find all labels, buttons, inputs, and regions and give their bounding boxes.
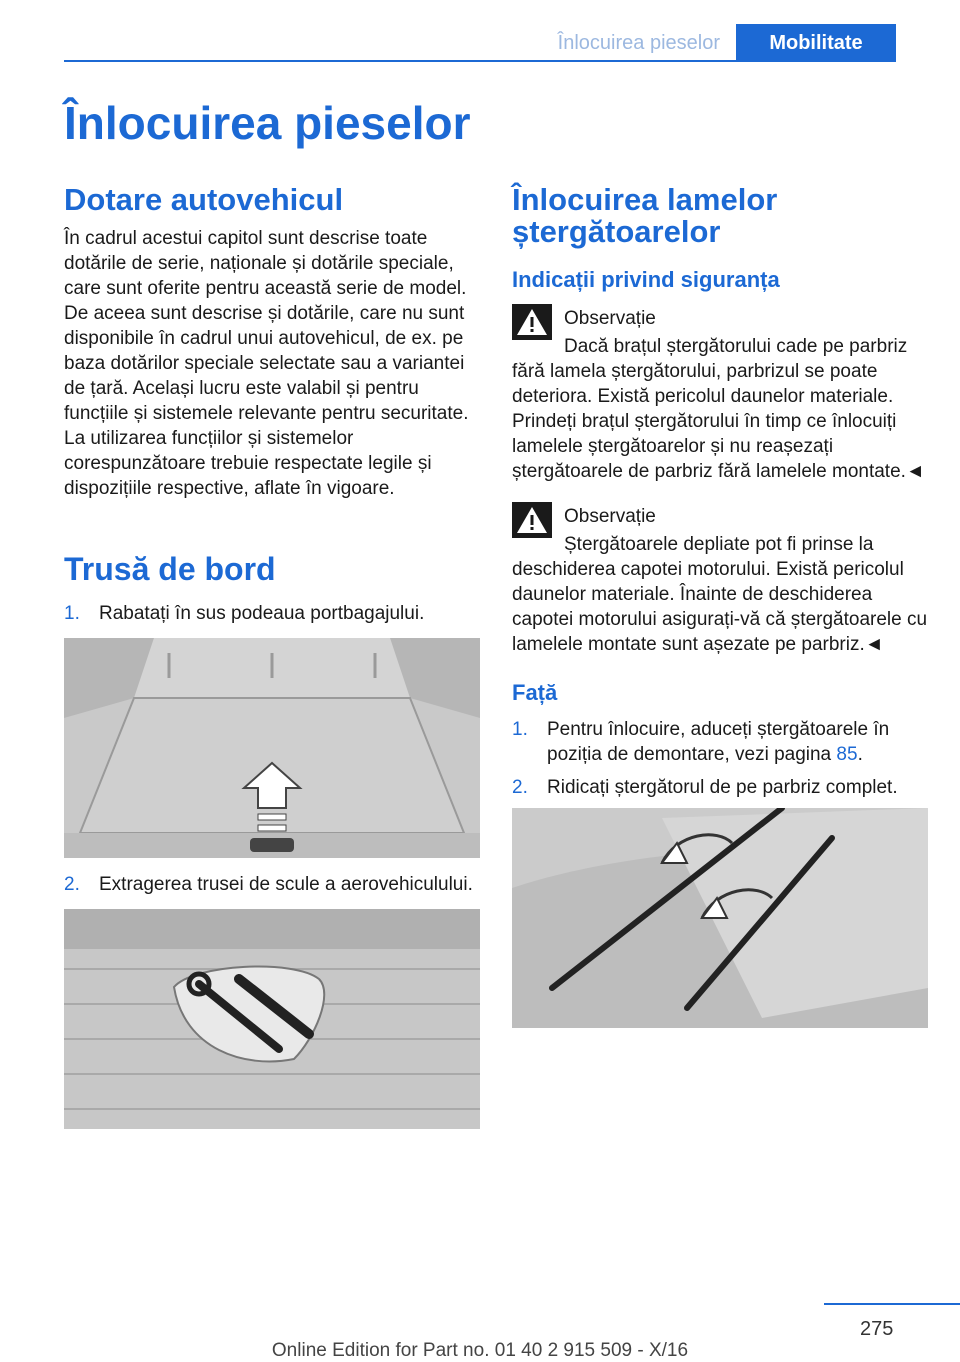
trunk-floor-figure bbox=[64, 638, 480, 858]
step-number: 2. bbox=[64, 874, 80, 895]
heading-dotare: Dotare autovehicul bbox=[64, 182, 344, 217]
wiper-figure bbox=[512, 808, 928, 1028]
paragraph-dotare: În cadrul acestui capitol sunt descrise toate dotările de serie, naționale și dotările speciale, care sunt oferite pentru această serie de model. De aceea sunt descrise și dotările, care nu sunt disponibile în cadrul unui autovehicul, de ex. pe baza dotărilor speciale selectate sau a variantei de țară. Același lucru este valabil și pentru funcțiile și sistemele relevante pentru securitate. La utilizarea funcțiilor și sistemelor corespunzătoare trebuie respectate legile și dispozițiile respective, aflate în vigoare. bbox=[64, 228, 469, 499]
warning-text: Ștergătoarele depliate pot fi prinse la deschiderea capotei motorului. Există pericolul daunelor materiale. Înainte de deschiderea capotei motorului asigurați-vă că ștergătoarele cu lamelele montate sunt așezate pe parbriz.◄ bbox=[512, 534, 928, 655]
heading-lamele: Înlocuirea lamelor ștergătoarelor bbox=[512, 182, 778, 249]
heading-trusa: Trusă de bord bbox=[64, 551, 276, 587]
right-column bbox=[512, 184, 928, 1028]
step-text: Pentru înlocuire, aduceți ștergătoarele în poziția de demontare, vezi pagina bbox=[547, 719, 890, 765]
heading-fata: Față bbox=[512, 680, 558, 705]
header-section-title: Înlocuirea pieselor bbox=[557, 32, 720, 54]
page-number: 275 bbox=[860, 1318, 894, 1340]
list-item bbox=[512, 775, 928, 800]
trusa-steps bbox=[64, 601, 480, 626]
warning-block bbox=[512, 502, 928, 657]
list-item bbox=[64, 601, 480, 626]
step-number: 1. bbox=[64, 603, 80, 624]
fata-steps bbox=[512, 717, 928, 800]
step-number: 2. bbox=[512, 777, 528, 798]
step-text: Ridicați ștergătorul de pe parbriz complet. bbox=[547, 777, 898, 798]
tool-kit-figure bbox=[64, 909, 480, 1129]
step-text: Rabatați în sus podeaua portbagajului. bbox=[99, 603, 425, 624]
list-item bbox=[512, 717, 928, 767]
left-column bbox=[64, 184, 480, 1129]
page-title: Înlocuirea pieselor bbox=[64, 97, 471, 149]
footer-rule bbox=[824, 1303, 960, 1305]
page-link[interactable]: 85 bbox=[836, 744, 858, 765]
step-text: Extragerea trusei de scule a aerovehiculului. bbox=[99, 874, 473, 895]
warning-icon bbox=[512, 304, 552, 340]
warning-block bbox=[512, 304, 928, 484]
list-item bbox=[64, 872, 480, 897]
warning-icon bbox=[512, 502, 552, 538]
warning-title: Observație bbox=[564, 308, 656, 329]
trusa-steps-continued bbox=[64, 872, 480, 897]
step-text-end: . bbox=[857, 744, 863, 765]
warning-text: Dacă brațul ștergătorului cade pe parbriz fără lamela ștergătorului, parbrizul se poate deteriora. Există pericolul daunelor materiale. Prindeți brațul ștergătorului în timp ce înlocuiți lamelele ștergătoarelor și nu reașezați ștergătoarele de parbriz fără lamelele montate.◄ bbox=[512, 336, 925, 482]
heading-siguranta: Indicații privind siguranța bbox=[512, 267, 780, 292]
header-rule bbox=[64, 60, 736, 62]
header-chapter-tab: Mobilitate bbox=[736, 24, 896, 62]
warning-title: Observație bbox=[564, 506, 656, 527]
step-number: 1. bbox=[512, 719, 528, 740]
footer-edition: Online Edition for Part no. 01 40 2 915 509 - X/16 bbox=[271, 1340, 689, 1361]
